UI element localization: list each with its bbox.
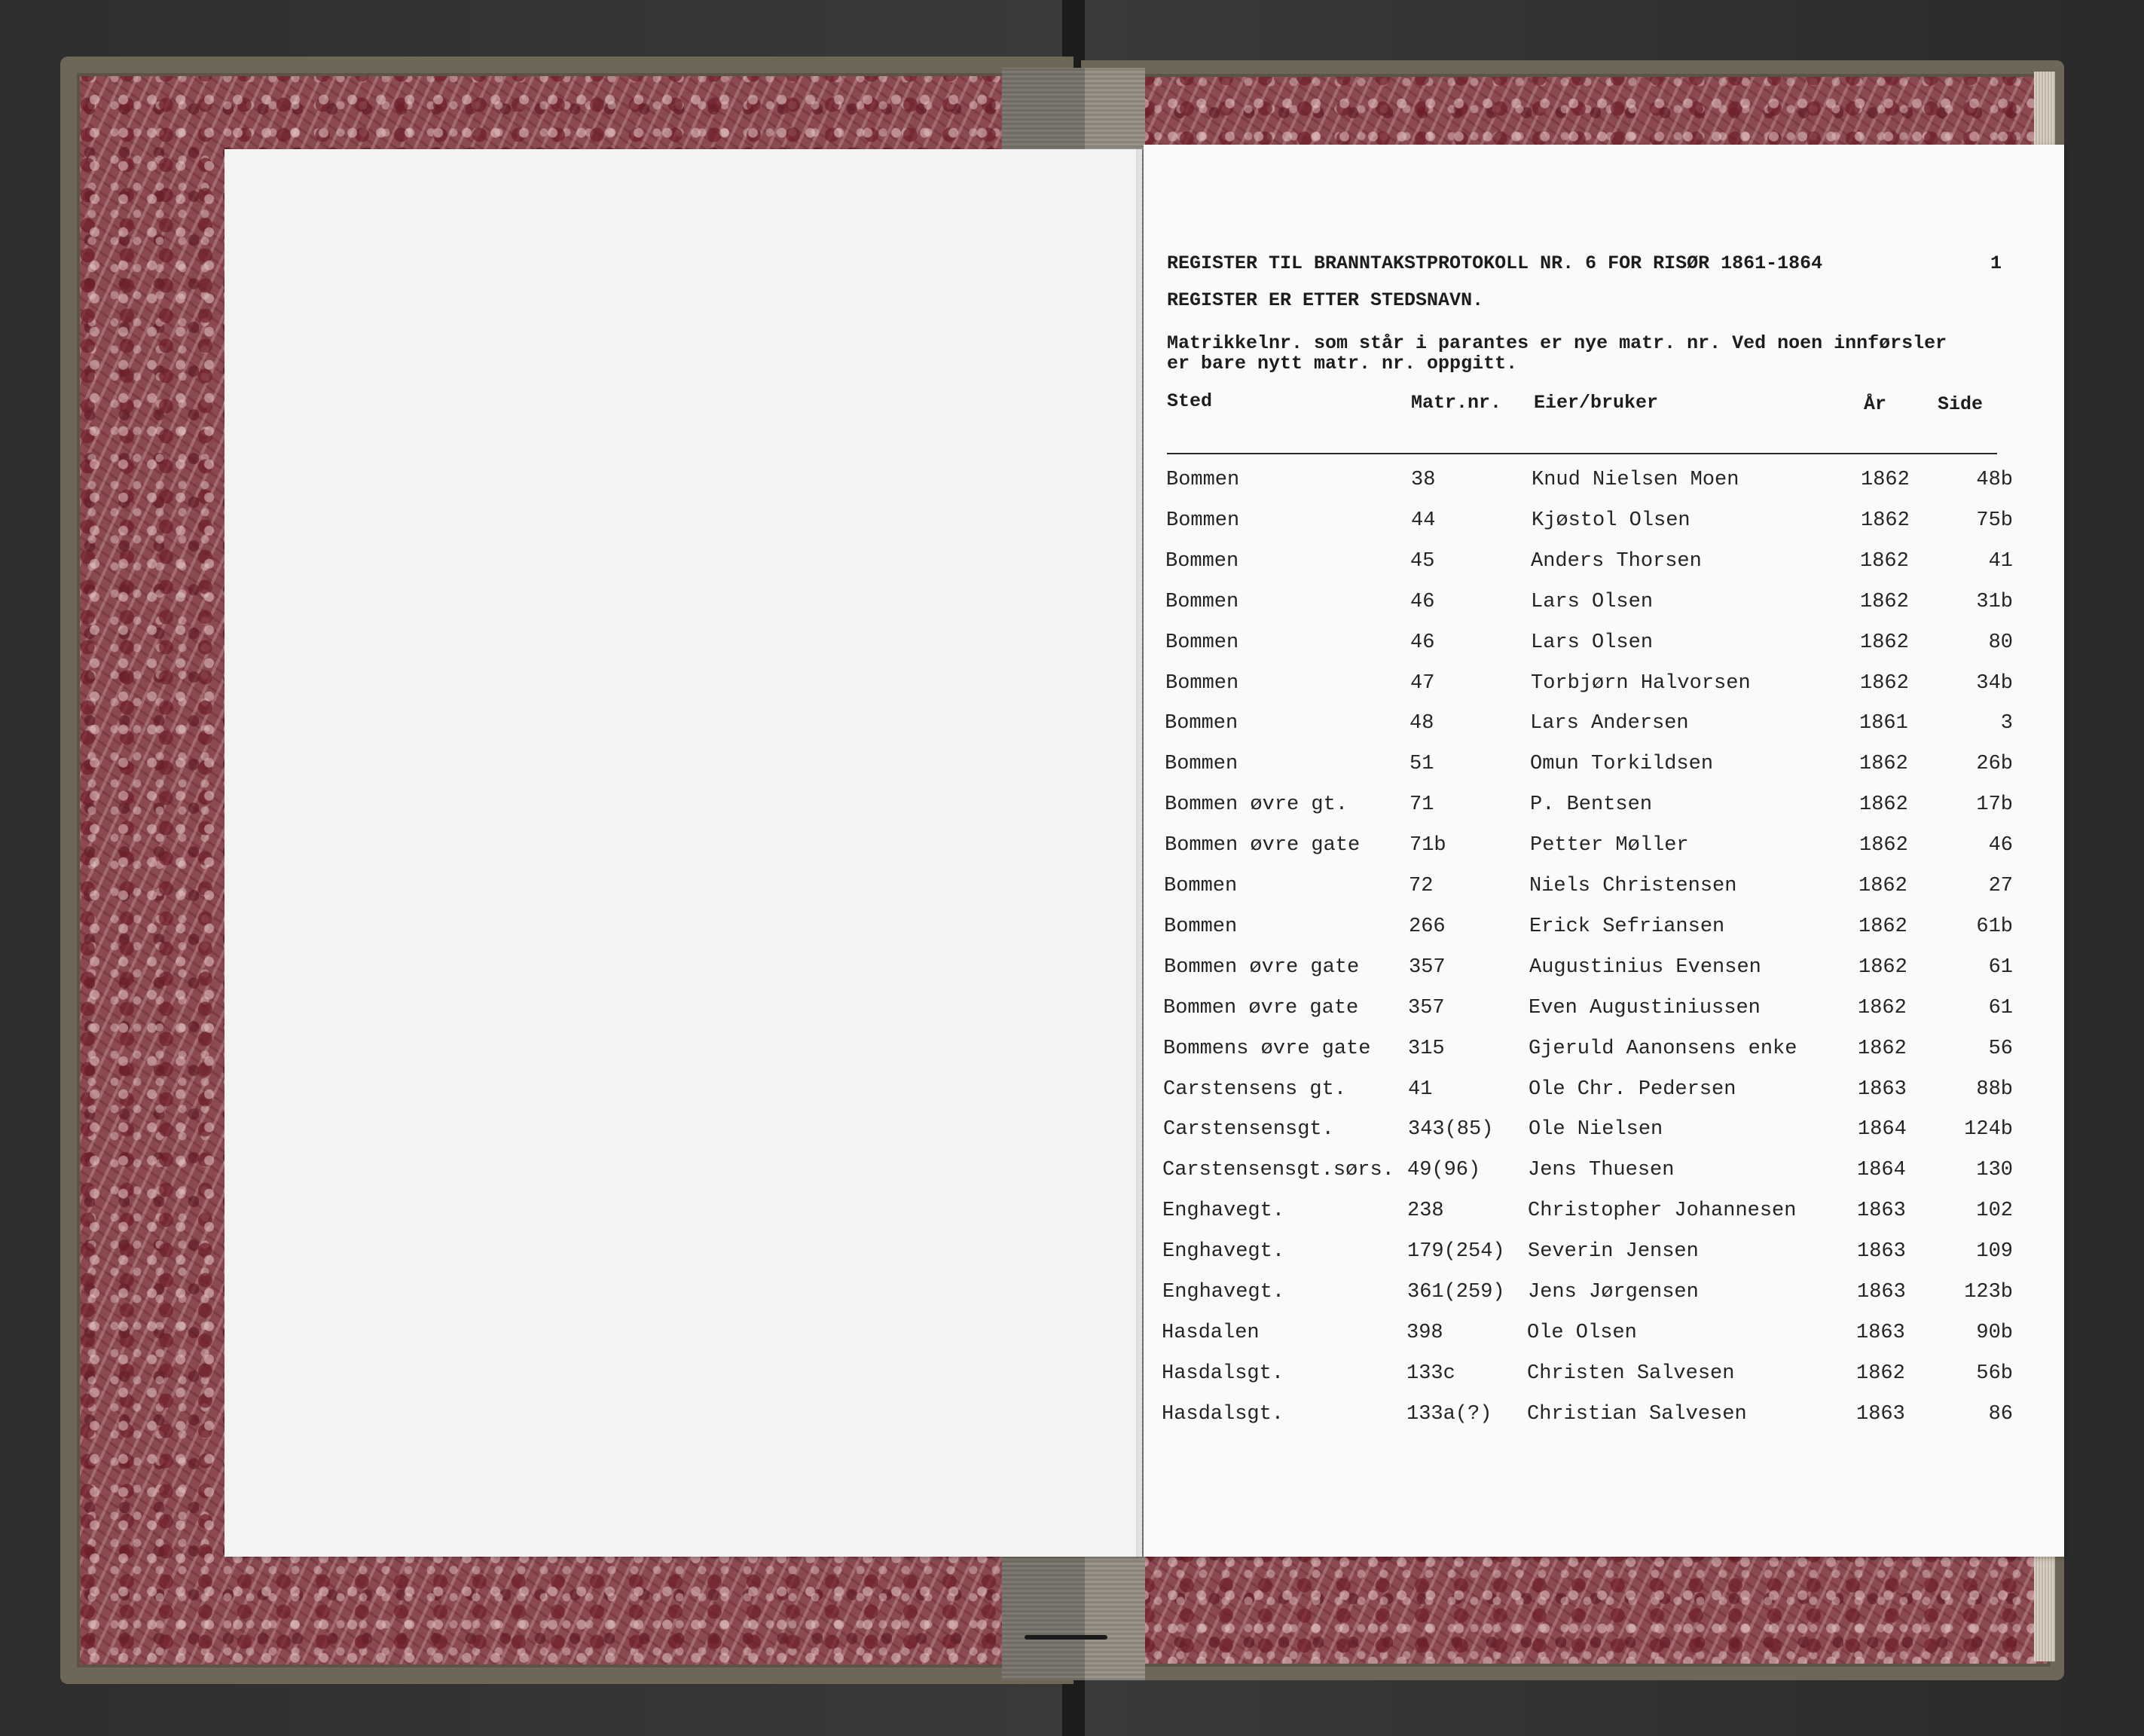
header-rule [1167, 453, 1997, 454]
table-row [0, 1404, 2144, 1435]
cell-eier: Severin Jensen [1528, 1240, 1699, 1263]
cell-side: 48b [1976, 469, 2013, 491]
pen-mark [1025, 1635, 1107, 1640]
cell-matr: 133a(?) [1406, 1403, 1492, 1426]
cell-ar: 1862 [1858, 915, 1907, 938]
table-row [0, 1364, 2144, 1394]
table-row [0, 1080, 2144, 1110]
document-note-line-2: er bare nytt matr. nr. oppgitt. [1167, 353, 1518, 374]
cell-eier: Lars Olsen [1531, 591, 1654, 613]
cell-ar: 1862 [1861, 469, 1910, 491]
column-header-matr: Matr.nr. [1411, 392, 1502, 414]
cell-sted: Bommen [1165, 672, 1239, 695]
table-row [0, 998, 2144, 1028]
cell-sted: Bommen [1166, 509, 1240, 532]
cell-matr: 46 [1410, 591, 1435, 613]
cell-sted: Carstensensgt.sørs. [1162, 1159, 1394, 1181]
cell-side: 34b [1976, 672, 2013, 695]
cell-ar: 1864 [1858, 1118, 1907, 1141]
table-row [0, 1039, 2144, 1069]
cell-sted: Bommen [1165, 753, 1238, 775]
cell-sted: Bommen [1165, 591, 1239, 613]
cell-side: 130 [1976, 1159, 2013, 1181]
cell-ar: 1863 [1856, 1322, 1905, 1344]
cell-sted: Bommen [1164, 915, 1238, 938]
cell-matr: 72 [1409, 875, 1434, 897]
cell-ar: 1862 [1861, 509, 1910, 532]
table-row [0, 674, 2144, 704]
cell-sted: Bommen øvre gate [1163, 997, 1359, 1019]
table-row [0, 836, 2144, 866]
cell-matr: 44 [1411, 509, 1436, 532]
cell-sted: Bommen [1164, 875, 1238, 897]
cell-sted: Enghavegt. [1162, 1281, 1285, 1304]
cell-ar: 1864 [1857, 1159, 1906, 1181]
cell-ar: 1863 [1857, 1240, 1906, 1263]
cell-sted: Bommen øvre gate [1165, 834, 1361, 857]
cell-eier: Ole Nielsen [1529, 1118, 1663, 1141]
cell-matr: 71 [1409, 793, 1434, 816]
cell-sted: Bommen øvre gate [1164, 956, 1360, 979]
column-header-ar: År [1864, 393, 1887, 415]
cell-side: 88b [1976, 1078, 2013, 1101]
cell-matr: 48 [1409, 712, 1434, 735]
cell-sted: Enghavegt. [1162, 1240, 1285, 1263]
cell-eier: Gjeruld Aanonsens enke [1529, 1038, 1797, 1060]
cell-eier: Anders Thorsen [1531, 550, 1702, 573]
cell-matr: 357 [1409, 956, 1446, 979]
cell-eier: Ole Olsen [1527, 1322, 1637, 1344]
cell-ar: 1863 [1857, 1200, 1906, 1222]
cell-matr: 71b [1409, 834, 1446, 857]
cell-eier: Christian Salvesen [1527, 1403, 1747, 1426]
cell-matr: 361(259) [1407, 1281, 1505, 1304]
cell-ar: 1862 [1858, 1038, 1907, 1060]
cell-side: 46 [1988, 834, 2013, 857]
cell-ar: 1863 [1858, 1078, 1907, 1101]
cell-ar: 1862 [1860, 591, 1909, 613]
cell-sted: Hasdalsgt. [1162, 1403, 1284, 1426]
cell-eier: Even Augustiniussen [1529, 997, 1761, 1019]
cell-side: 75b [1976, 509, 2013, 532]
cell-side: 26b [1976, 753, 2013, 775]
table-row [0, 1160, 2144, 1190]
cell-eier: Omun Torkildsen [1530, 753, 1714, 775]
cell-eier: Jens Thuesen [1528, 1159, 1675, 1181]
table-row [0, 1242, 2144, 1272]
cell-side: 86 [1988, 1403, 2013, 1426]
column-header-eier: Eier/bruker [1534, 392, 1659, 414]
cell-sted: Carstensensgt. [1163, 1118, 1334, 1141]
cell-side: 124b [1964, 1118, 2013, 1141]
cell-sted: Enghavegt. [1162, 1200, 1285, 1222]
table-row [0, 511, 2144, 541]
cell-matr: 46 [1410, 631, 1435, 654]
cell-side: 80 [1988, 631, 2013, 654]
table-row [0, 754, 2144, 784]
table-row [0, 917, 2144, 947]
cell-ar: 1862 [1858, 875, 1907, 897]
table-row [0, 1201, 2144, 1231]
cell-matr: 45 [1410, 550, 1435, 573]
cell-matr: 133c [1406, 1362, 1455, 1385]
cell-eier: Lars Andersen [1530, 712, 1689, 735]
cell-ar: 1863 [1857, 1281, 1906, 1304]
cell-sted: Hasdalen [1162, 1322, 1260, 1344]
cell-matr: 343(85) [1408, 1118, 1494, 1141]
cell-ar: 1862 [1860, 672, 1909, 695]
table-row [0, 876, 2144, 906]
column-header-sted: Sted [1167, 390, 1213, 412]
cell-side: 56 [1988, 1038, 2013, 1060]
cell-eier: Ole Chr. Pedersen [1529, 1078, 1736, 1101]
cell-side: 31b [1976, 591, 2013, 613]
cell-side: 27 [1988, 875, 2013, 897]
cell-matr: 38 [1411, 469, 1436, 491]
cell-matr: 49(96) [1407, 1159, 1481, 1181]
table-row [0, 958, 2144, 988]
cell-eier: Erick Sefriansen [1529, 915, 1725, 938]
cell-ar: 1863 [1856, 1403, 1905, 1426]
cell-matr: 51 [1409, 753, 1434, 775]
cell-eier: Kjøstol Olsen [1532, 509, 1690, 532]
table-row [0, 552, 2144, 582]
document-subtitle: REGISTER ER ETTER STEDSNAVN. [1167, 289, 1484, 311]
cell-eier: Niels Christensen [1529, 875, 1737, 897]
cell-eier: Christen Salvesen [1527, 1362, 1735, 1385]
cell-side: 3 [2000, 712, 2013, 735]
table-row [0, 714, 2144, 744]
cell-side: 17b [1976, 793, 2013, 816]
table-row [0, 1120, 2144, 1150]
cell-ar: 1862 [1859, 753, 1908, 775]
table-row [0, 1282, 2144, 1313]
cell-eier: Knud Nielsen Moen [1532, 469, 1739, 491]
cell-matr: 315 [1408, 1038, 1445, 1060]
cell-side: 90b [1976, 1322, 2013, 1344]
cell-eier: Augustinius Evensen [1529, 956, 1761, 979]
table-row [0, 592, 2144, 622]
cell-eier: Christopher Johannesen [1528, 1200, 1797, 1222]
cell-side: 109 [1976, 1240, 2013, 1263]
cell-matr: 238 [1407, 1200, 1444, 1222]
cell-eier: Lars Olsen [1531, 631, 1654, 654]
cell-eier: P. Bentsen [1530, 793, 1653, 816]
cell-ar: 1862 [1858, 956, 1907, 979]
cell-sted: Carstensens gt. [1163, 1078, 1347, 1101]
cell-matr: 179(254) [1407, 1240, 1505, 1263]
cell-matr: 266 [1409, 915, 1446, 938]
cell-eier: Torbjørn Halvorsen [1531, 672, 1751, 695]
document-note-line-1: Matrikkelnr. som står i parantes er nye matr. nr. Ved noen innførsler [1167, 332, 1947, 354]
cell-matr: 41 [1408, 1078, 1433, 1101]
page-number: 1 [1990, 252, 2002, 274]
cell-eier: Jens Jørgensen [1528, 1281, 1699, 1304]
cell-sted: Bommen [1165, 631, 1239, 654]
cell-ar: 1862 [1860, 550, 1909, 573]
cell-ar: 1862 [1859, 834, 1908, 857]
cell-sted: Hasdalsgt. [1162, 1362, 1284, 1385]
cell-matr: 398 [1406, 1322, 1443, 1344]
cell-matr: 357 [1408, 997, 1445, 1019]
cell-sted: Bommen [1165, 550, 1239, 573]
cell-ar: 1862 [1859, 793, 1908, 816]
cell-ar: 1862 [1858, 997, 1907, 1019]
cell-side: 61 [1988, 997, 2013, 1019]
cell-side: 41 [1988, 550, 2013, 573]
cell-ar: 1861 [1859, 712, 1908, 735]
table-row [0, 633, 2144, 663]
cell-sted: Bommen [1165, 712, 1238, 735]
cell-sted: Bommen [1166, 469, 1240, 491]
cell-eier: Petter Møller [1530, 834, 1689, 857]
cell-ar: 1862 [1860, 631, 1909, 654]
cell-sted: Bommens øvre gate [1163, 1038, 1371, 1060]
table-row [0, 470, 2144, 500]
table-row [0, 1323, 2144, 1353]
cell-side: 61b [1976, 915, 2013, 938]
cell-side: 56b [1976, 1362, 2013, 1385]
cell-sted: Bommen øvre gt. [1165, 793, 1348, 816]
document-title: REGISTER TIL BRANNTAKSTPROTOKOLL NR. 6 FOR RISØR 1861-1864 [1167, 252, 1823, 274]
table-row [0, 795, 2144, 825]
column-header-side: Side [1938, 393, 1984, 415]
cell-ar: 1862 [1856, 1362, 1905, 1385]
cell-side: 61 [1988, 956, 2013, 979]
cell-side: 123b [1964, 1281, 2013, 1304]
cell-side: 102 [1976, 1200, 2013, 1222]
cell-matr: 47 [1410, 672, 1435, 695]
